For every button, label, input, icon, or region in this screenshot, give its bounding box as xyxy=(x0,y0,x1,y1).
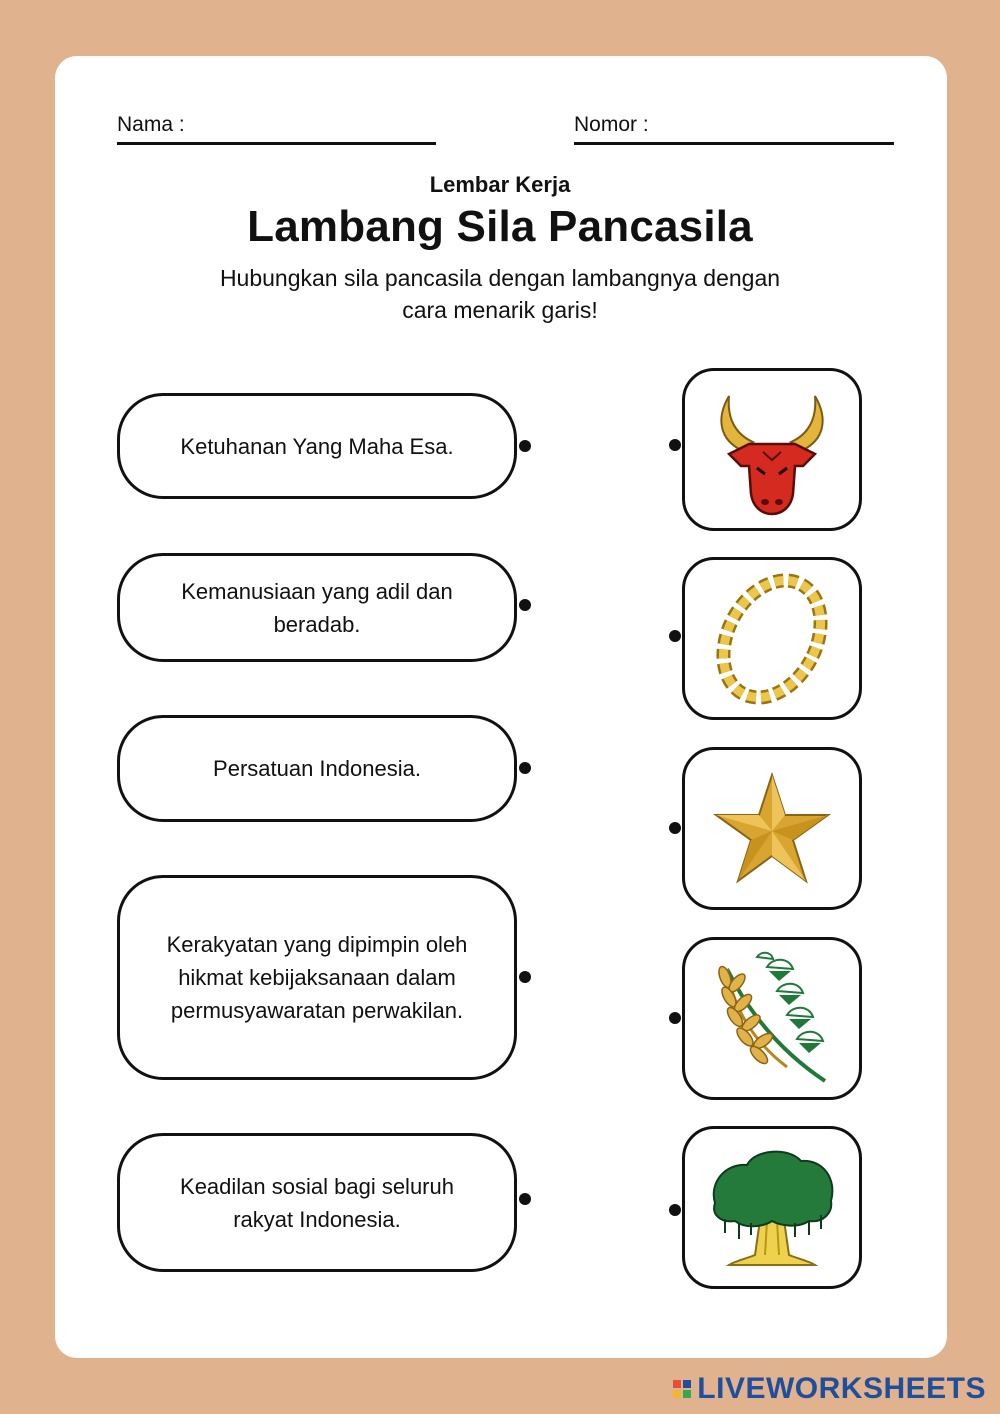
sila-text-4: Kerakyatan yang dipimpin oleh hikmat kebijaksanaan dalam permusyawaratan perwakilan. xyxy=(166,932,468,1023)
sila-text-5: Keadilan sosial bagi seluruh rakyat Indonesia. xyxy=(180,1173,454,1232)
sila-text-2: Kemanusiaan yang adil dan beradab. xyxy=(181,578,453,637)
symbol-connector-dot-3[interactable] xyxy=(669,822,681,834)
instruction-line-1: Hubungkan sila pancasila dengan lambangnya dengan xyxy=(219,265,781,291)
sila-box-2 xyxy=(117,553,517,662)
symbol-card-5 xyxy=(682,1126,862,1289)
sila-connector-dot-5[interactable] xyxy=(519,1193,531,1205)
brand-footer xyxy=(673,1372,986,1406)
name-field[interactable] xyxy=(117,112,436,145)
symbol-card-4 xyxy=(682,937,862,1100)
instruction-text xyxy=(150,262,850,326)
rice-cotton-icon xyxy=(707,949,837,1089)
number-field[interactable] xyxy=(574,112,894,145)
name-label: Nama : xyxy=(117,113,185,136)
symbol-card-3 xyxy=(682,747,862,910)
symbol-connector-dot-1[interactable] xyxy=(669,439,681,451)
sila-box-4 xyxy=(117,875,517,1080)
instruction-line-2: cara menarik garis! xyxy=(402,297,598,323)
sila-text-3: Persatuan Indonesia. xyxy=(213,756,421,781)
bull-head-icon xyxy=(707,382,837,517)
symbol-card-2 xyxy=(682,557,862,720)
sila-box-1 xyxy=(117,393,517,499)
brand-name: LIVEWORKSHEETS xyxy=(697,1372,986,1405)
banyan-tree-icon xyxy=(705,1143,839,1273)
sila-connector-dot-4[interactable] xyxy=(519,971,531,983)
worksheet-subtitle: Lembar Kerja xyxy=(429,172,571,197)
sila-box-5 xyxy=(117,1133,517,1272)
number-label: Nomor : xyxy=(574,113,649,136)
symbol-connector-dot-2[interactable] xyxy=(669,630,681,642)
sila-connector-dot-1[interactable] xyxy=(519,440,531,452)
sila-text-1: Ketuhanan Yang Maha Esa. xyxy=(180,433,454,459)
sila-connector-dot-2[interactable] xyxy=(519,599,531,611)
worksheet-title: Lambang Sila Pancasila xyxy=(247,202,753,251)
symbol-card-1 xyxy=(682,368,862,531)
symbol-connector-dot-4[interactable] xyxy=(669,1012,681,1024)
star-icon xyxy=(709,769,835,889)
symbol-connector-dot-5[interactable] xyxy=(669,1204,681,1216)
liveworksheets-logo-icon xyxy=(673,1380,691,1398)
sila-connector-dot-3[interactable] xyxy=(519,762,531,774)
chain-icon xyxy=(707,569,837,709)
sila-box-3 xyxy=(117,715,517,822)
